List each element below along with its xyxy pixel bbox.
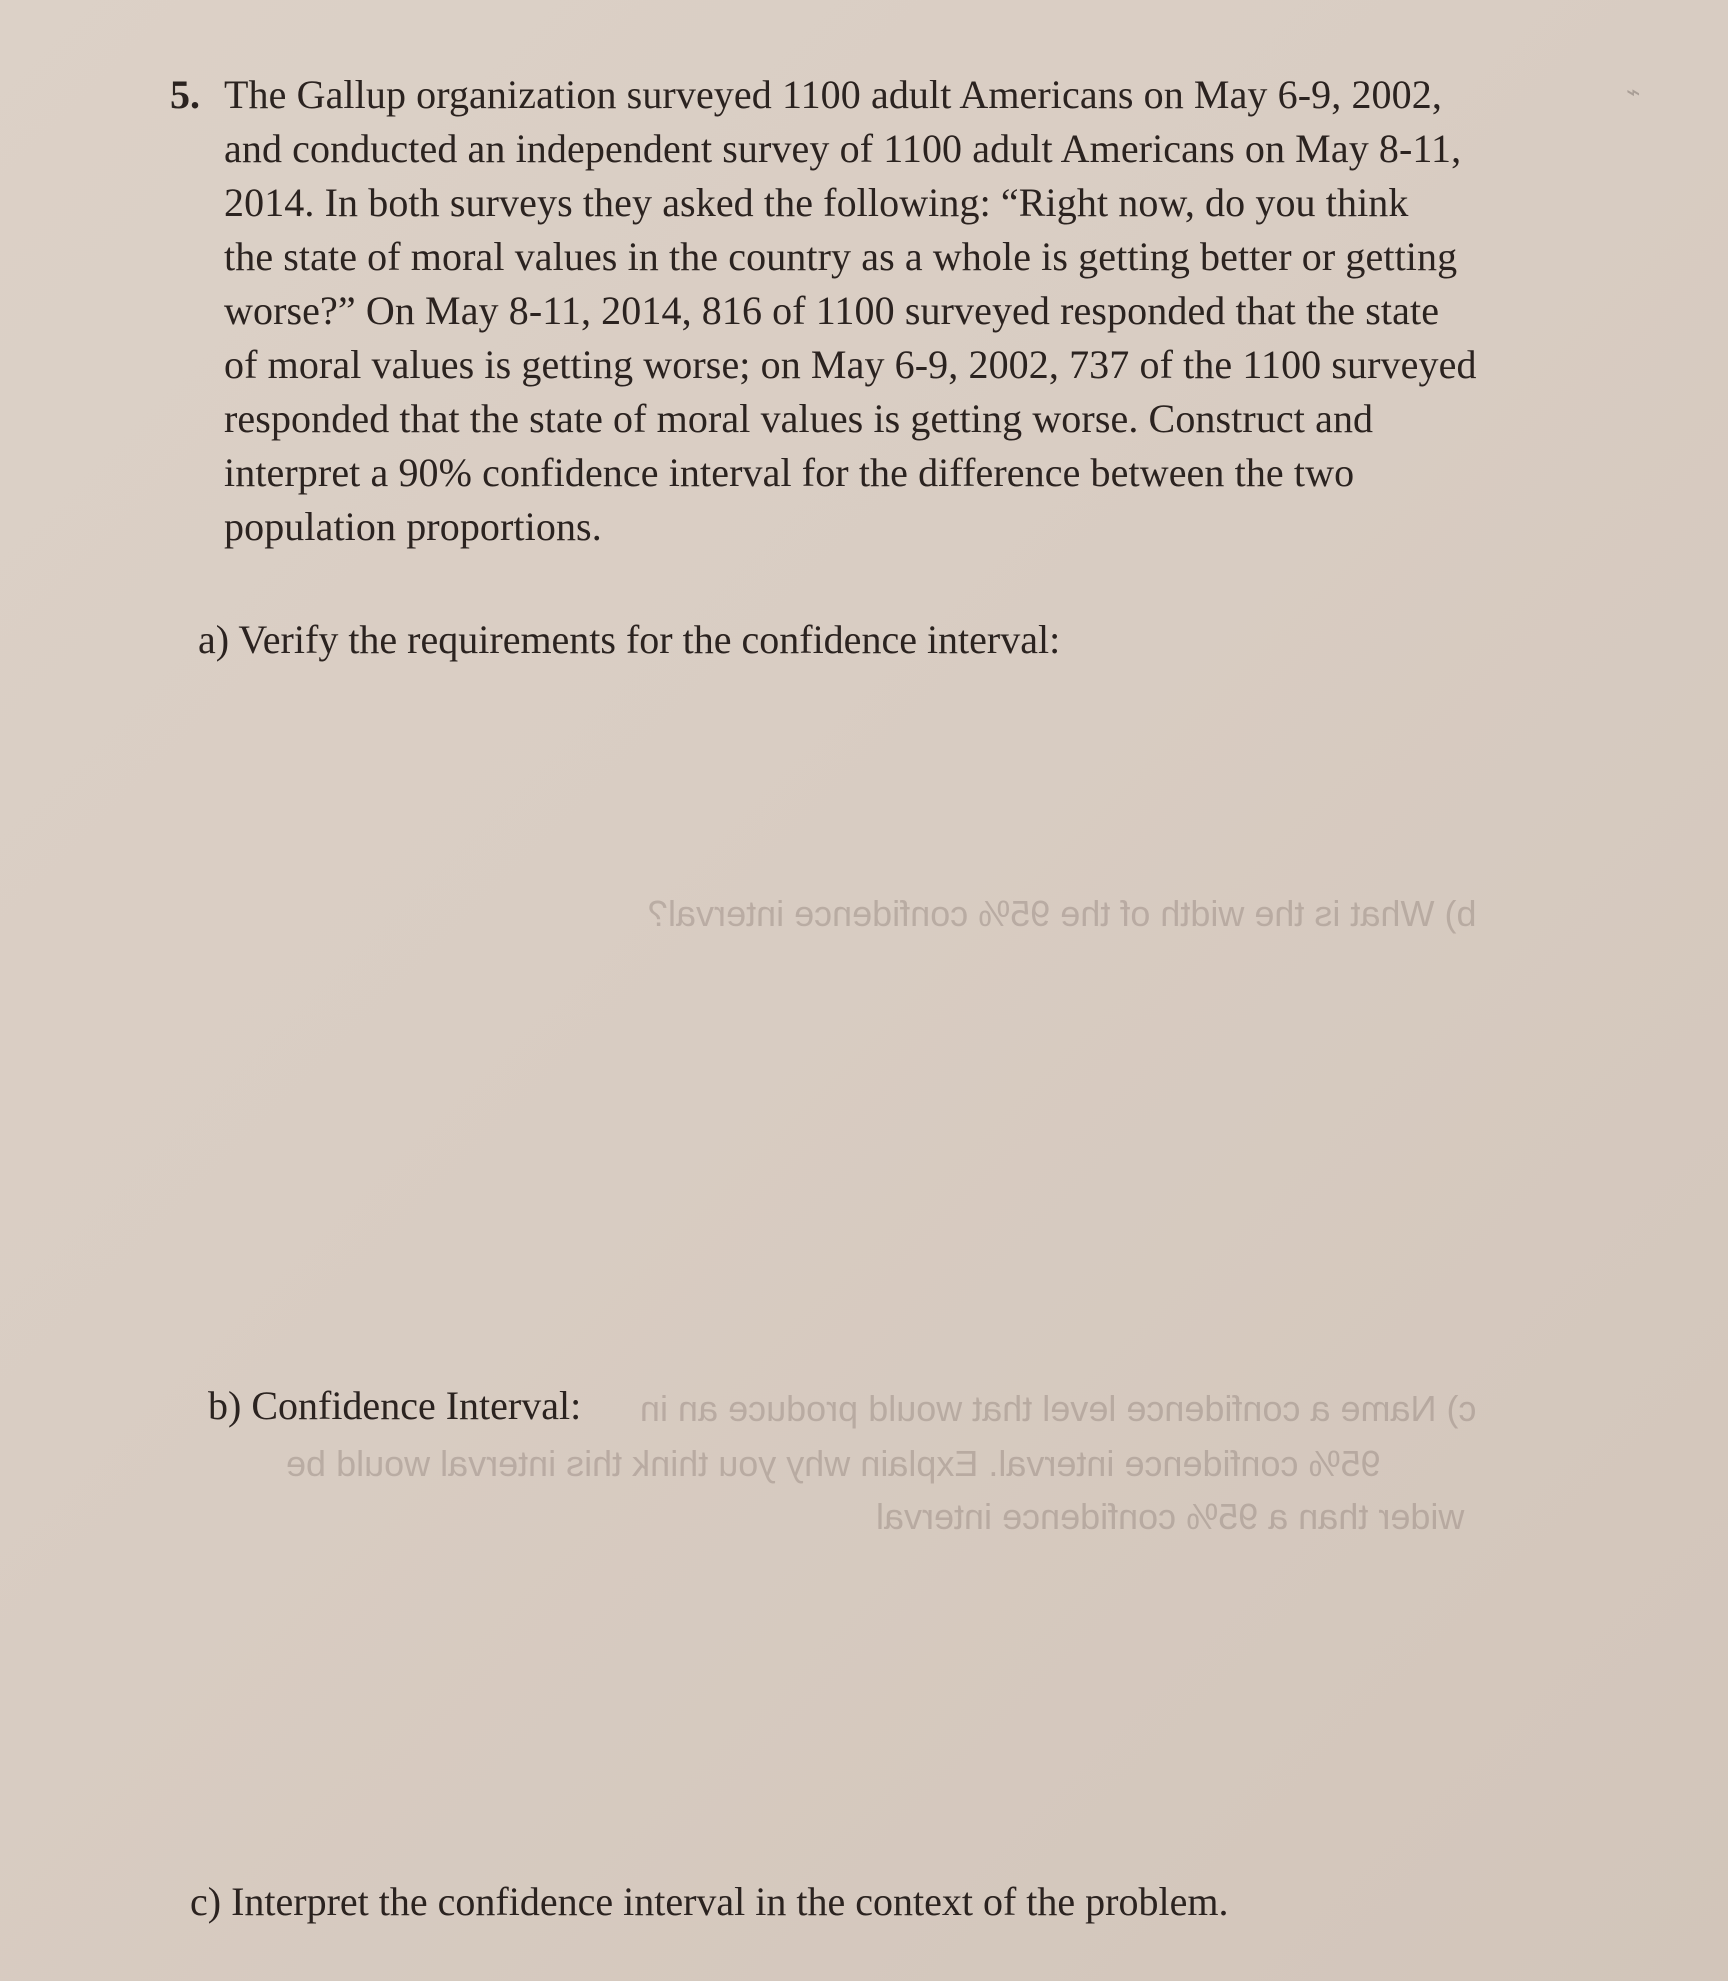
bleed-through-text: c) Name a confidence level that would produce an in [640,1388,1477,1429]
question-line: 2014. In both surveys they asked the following: “Right now, do you think [224,180,1409,225]
question-line: The Gallup organization surveyed 1100 adult Americans on May 6-9, 2002, [224,72,1442,117]
question-line: of moral values is getting worse; on May 6-9, 2002, 737 of the 1100 surveyed [224,342,1477,387]
question-line: and conducted an independent survey of 1100 adult Americans on May 8-11, [224,126,1462,171]
bleed-through-text: b) What is the width of the 95% confidence interval? [648,893,1477,934]
part-c-prompt: c) Interpret the confidence interval in the context of the problem. [190,1879,1229,1924]
question-number: 5. [170,72,200,117]
question-line: the state of moral values in the country as a whole is getting better or getting [224,234,1458,279]
question-line: interpret a 90% confidence interval for the difference between the two [224,450,1355,495]
question-line: worse?” On May 8-11, 2014, 816 of 1100 surveyed responded that the state [224,288,1440,333]
question-line: population proportions. [224,504,602,549]
bleed-through-text: 95% confidence interval. Explain why you think this interval would be [286,1443,1381,1484]
bleed-through-text: wider than a 95% confidence interval [876,1496,1465,1537]
question-text [224,68,1644,554]
part-b-prompt: b) Confidence Interval: [208,1383,582,1428]
corner-mark-icon: ⌁ [1626,78,1641,106]
question-line: responded that the state of moral values is getting worse. Construct and [224,396,1374,441]
part-a-prompt: a) Verify the requirements for the confidence interval: [198,617,1061,662]
